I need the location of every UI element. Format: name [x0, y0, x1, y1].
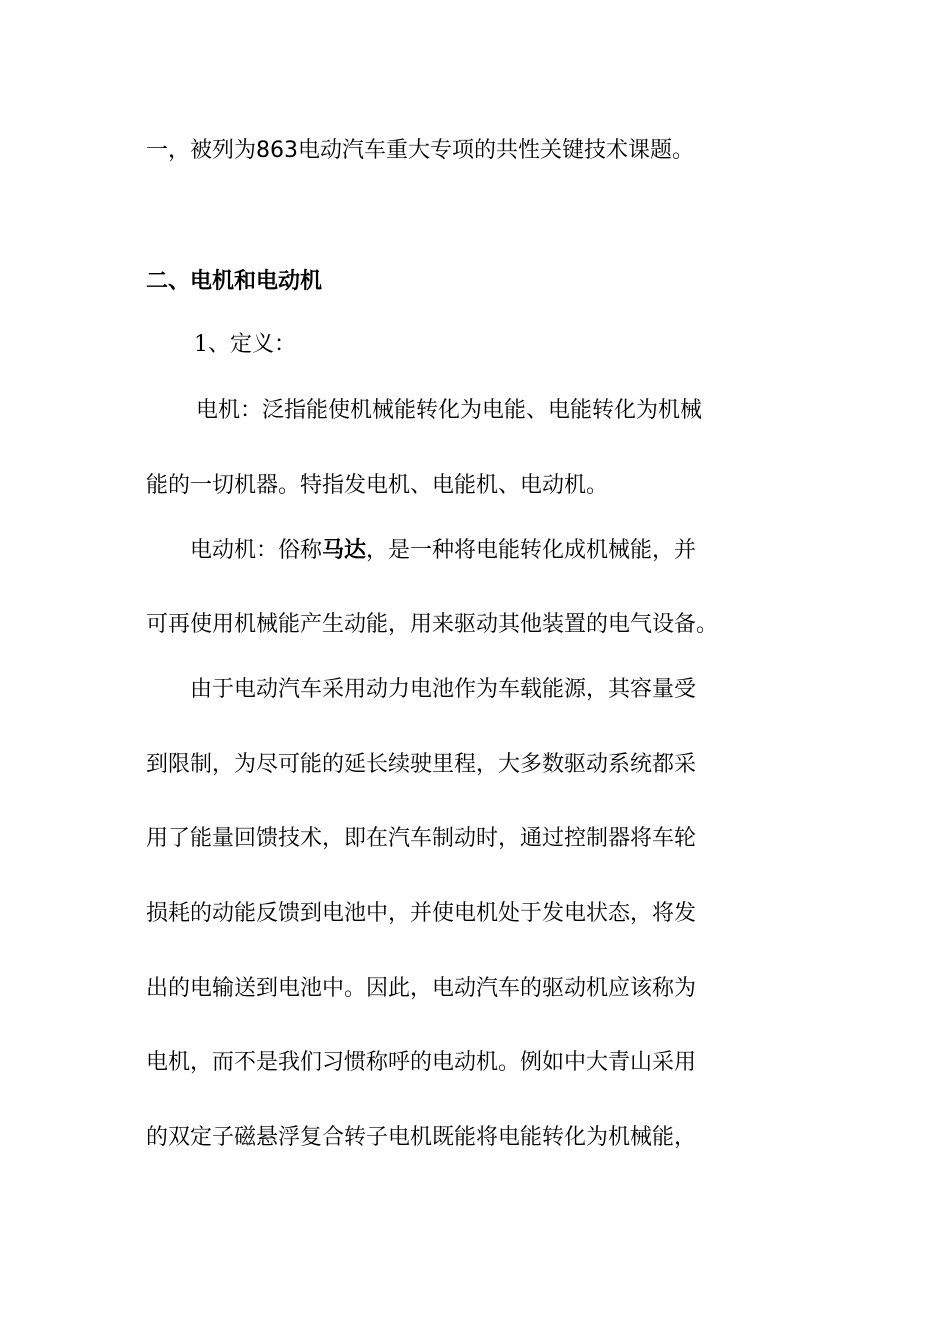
subsection-heading: 1、定义：	[194, 332, 296, 357]
motor-definition-line-1: 电机：泛指能使机械能转化为电能、电能转化为机械	[196, 398, 703, 423]
intro-suffix: 电动汽车重大专项的共性关键技术课题。	[298, 138, 695, 163]
electric-motor-term: 马达	[322, 538, 367, 563]
paragraph-line: 的双定子磁悬浮复合转子电机既能将电能转化为机械能，	[146, 1125, 697, 1150]
electric-motor-prefix: 电动机：俗称	[190, 538, 323, 563]
electric-motor-definition-line-2: 可再使用机械能产生动能，用来驱动其他装置的电气设备。	[146, 612, 719, 637]
electric-motor-suffix: ，是一种将电能转化成机械能，并	[366, 538, 697, 563]
paragraph-line: 电机，而不是我们习惯称呼的电动机。例如中大青山采用	[146, 1050, 697, 1075]
intro-line	[146, 136, 694, 166]
paragraph-line: 出的电输送到电池中。因此，电动汽车的驱动机应该称为	[146, 976, 697, 1001]
electric-motor-definition-line-1	[190, 536, 696, 566]
paragraph-line: 到限制，为尽可能的延长续驶里程，大多数驱动系统都采	[146, 752, 697, 777]
project-number: 863	[256, 138, 299, 163]
paragraph-line: 用了能量回馈技术，即在汽车制动时，通过控制器将车轮	[146, 826, 697, 851]
paragraph-line: 由于电动汽车采用动力电池作为车载能源，其容量受	[190, 677, 697, 702]
intro-prefix: 一，被列为	[146, 138, 257, 163]
section-heading: 二、电机和电动机	[146, 269, 323, 294]
motor-definition-line-2: 能的一切机器。特指发电机、电能机、电动机。	[146, 473, 609, 498]
paragraph-line: 损耗的动能反馈到电池中，并使电机处于发电状态，将发	[146, 901, 697, 926]
